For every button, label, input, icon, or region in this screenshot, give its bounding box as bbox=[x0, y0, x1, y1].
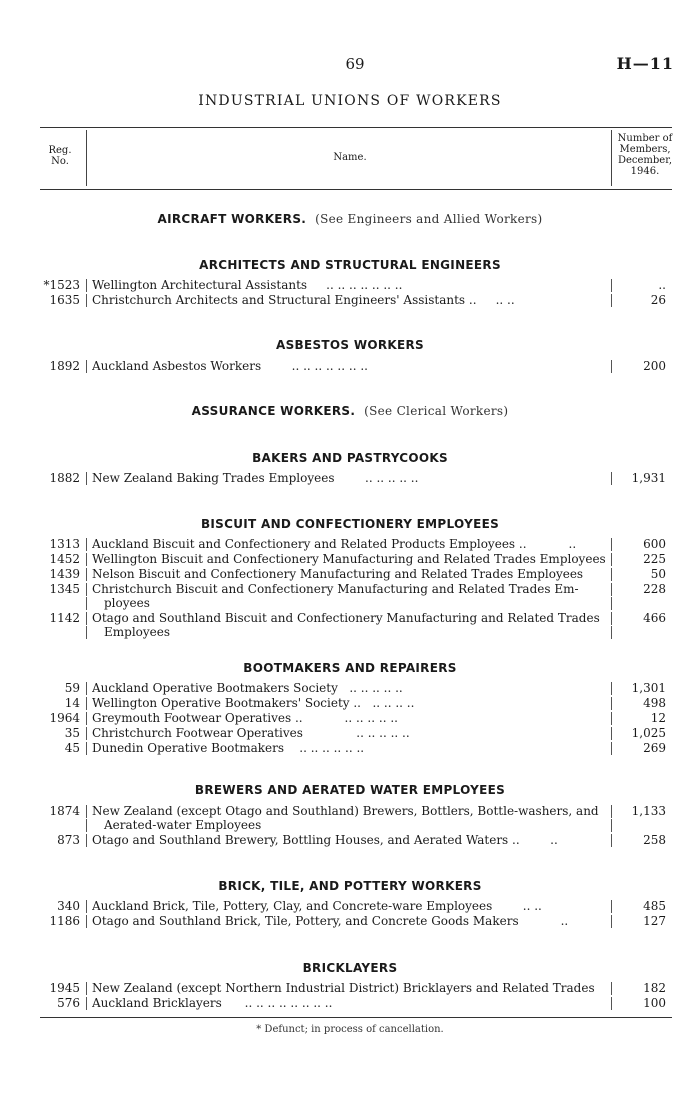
header-members: Number of Members, December, 1946. bbox=[617, 133, 673, 177]
table-row: 1313 Auckland Biscuit and Confectionery and Related Products Employees .. .. 600 bbox=[49, 537, 666, 551]
table-row: 59 Auckland Operative Bootmakers Society .. .. .. .. .. 1,301 bbox=[64, 681, 666, 695]
table-row-continuation: Aerated-water Employees bbox=[0, 818, 700, 833]
table-row: 35 Christchurch Footwear Operatives .. .. .. .. .. 1,025 bbox=[64, 726, 666, 740]
table-row: 14 Wellington Operative Bootmakers' Society .. .. .. .. .. 498 bbox=[64, 696, 666, 710]
section-title: ASBESTOS WORKERS bbox=[276, 338, 424, 352]
table-row: 1186 Otago and Southland Brick, Tile, Pottery, and Concrete Goods Makers .. 127 bbox=[49, 914, 666, 928]
table-row: 576 Auckland Bricklayers .. .. .. .. .. .. .. .. 100 bbox=[57, 996, 666, 1010]
footnote: * Defunct; in process of cancellation. bbox=[256, 1024, 444, 1035]
section-title: BOOTMAKERS AND REPAIRERS bbox=[243, 661, 457, 675]
table-bottom-rule bbox=[40, 1017, 672, 1018]
table-row: *1523 Wellington Architectural Assistants .. .. .. .. .. .. .. .. bbox=[43, 278, 666, 292]
table-row: 1874 New Zealand (except Otago and Southland) Brewers, Bottlers, Bottle-washers, and 1,133 bbox=[49, 804, 666, 818]
table-row-continuation: Employees bbox=[0, 625, 700, 640]
table-row: 1892 Auckland Asbestos Workers .. .. .. .. .. .. .. 200 bbox=[49, 359, 666, 373]
section-title: BRICK, TILE, AND POTTERY WORKERS bbox=[218, 879, 482, 893]
table-row: 1945 New Zealand (except Northern Industrial District) Bricklayers and Related Trades 182 bbox=[49, 981, 666, 995]
table-row: 1439 Nelson Biscuit and Confectionery Manufacturing and Related Trades Employees 50 bbox=[49, 567, 666, 581]
page-number: 69 bbox=[345, 55, 365, 73]
table-row: 1345 Christchurch Biscuit and Confectionery Manufacturing and Related Trades Em- 228 bbox=[49, 582, 666, 596]
table-row: 1452 Wellington Biscuit and Confectionery Manufacturing and Related Trades Employees 225 bbox=[49, 552, 666, 566]
table-row: 1964 Greymouth Footwear Operatives .. .. .. .. .. .. 12 bbox=[49, 711, 666, 725]
table-row: 45 Dunedin Operative Bootmakers .. .. .. .. .. .. 269 bbox=[64, 741, 666, 755]
table-row: 873 Otago and Southland Brewery, Bottling Houses, and Aerated Waters .. .. 258 bbox=[57, 833, 666, 847]
table-row: 340 Auckland Brick, Tile, Pottery, Clay, and Concrete-ware Employees .. .. 485 bbox=[57, 899, 666, 913]
section-assurance-workers: ASSURANCE WORKERS. (See Clerical Workers) bbox=[191, 404, 509, 418]
header-divider-left bbox=[86, 130, 87, 186]
section-title: ARCHITECTS AND STRUCTURAL ENGINEERS bbox=[199, 258, 501, 272]
table-row: 1882 New Zealand Baking Trades Employees .. .. .. .. .. 1,931 bbox=[49, 471, 666, 485]
section-aircraft-workers: AIRCRAFT WORKERS. (See Engineers and Allied Workers) bbox=[157, 212, 543, 226]
document-code: H—11 bbox=[616, 54, 674, 73]
header-bottom-rule bbox=[40, 189, 672, 190]
section-title: BREWERS AND AERATED WATER EMPLOYEES bbox=[194, 783, 506, 797]
section-title: BRICKLAYERS bbox=[302, 961, 398, 975]
header-reg-no: Reg. No. bbox=[48, 145, 72, 167]
table-row: 1142 Otago and Southland Biscuit and Confectionery Manufacturing and Related Trades 466 bbox=[49, 611, 666, 625]
table-row-continuation: ployees bbox=[0, 596, 700, 611]
page-title: INDUSTRIAL UNIONS OF WORKERS bbox=[198, 93, 502, 109]
header-name: Name. bbox=[333, 152, 367, 163]
section-title: BISCUIT AND CONFECTIONERY EMPLOYEES bbox=[200, 517, 500, 531]
section-title: BAKERS AND PASTRYCOOKS bbox=[252, 451, 448, 465]
table-row: 1635 Christchurch Architects and Structural Engineers' Assistants .. .. .. 26 bbox=[49, 293, 666, 307]
header-top-rule bbox=[40, 127, 672, 128]
